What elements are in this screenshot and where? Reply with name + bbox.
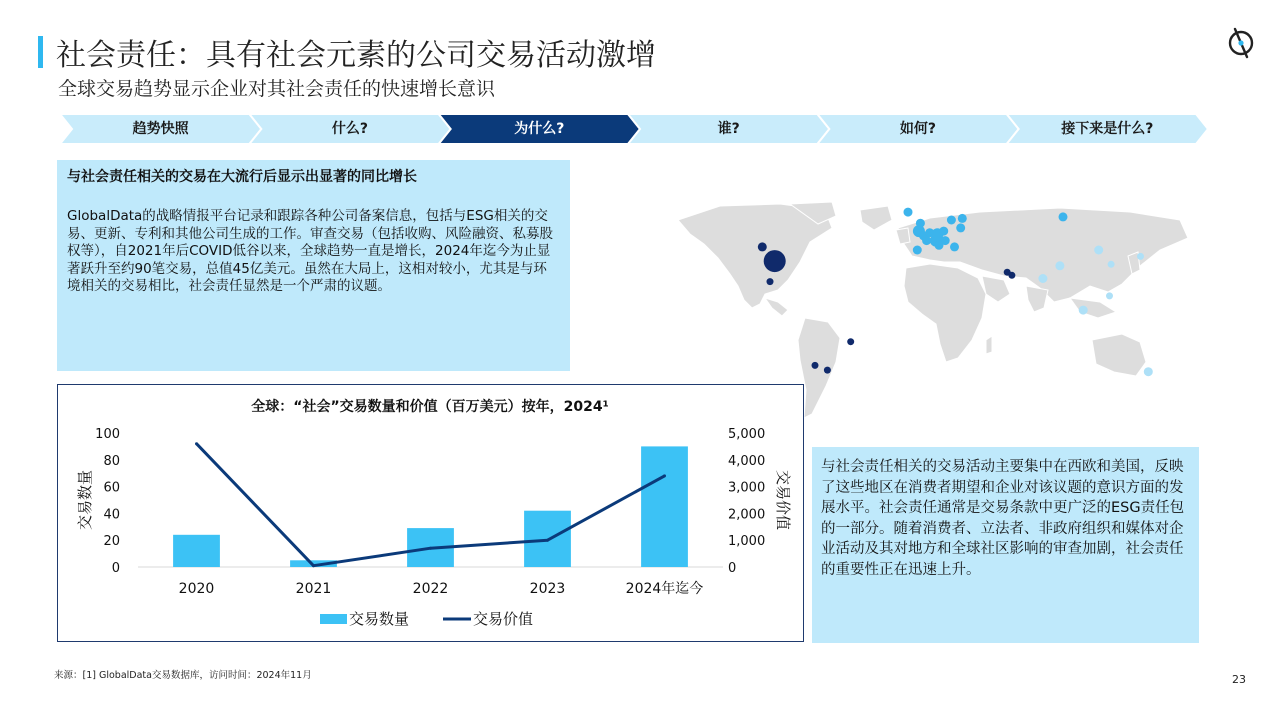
y2-tick-label: 4,000 (728, 453, 766, 469)
deal-location-dot (1038, 274, 1047, 283)
x-tick-label: 2024年迄今 (625, 581, 704, 597)
page-title: 社会责任：具有社会元素的公司交易活动激增 (56, 38, 656, 73)
y2-tick-label: 5,000 (728, 427, 766, 442)
source-note: 来源：[1] GlobalData交易数据库，访问时间：2024年11月 (54, 670, 312, 681)
deal-location-dot (1106, 292, 1113, 299)
y2-tick-label: 1,000 (728, 534, 766, 550)
deal-location-dot (824, 367, 831, 374)
title-accent-bar (38, 36, 43, 68)
line-point-deal-value (195, 442, 198, 445)
deal-location-dot (1008, 272, 1015, 279)
deal-location-dot (958, 214, 967, 223)
nav-step-label: 为什么? (514, 121, 565, 137)
insight-heading: 与社会责任相关的交易在大流行后显示出显著的同比增长 (67, 169, 417, 185)
line-point-deal-value (429, 547, 432, 550)
nav-step-label: 接下来是什么? (1061, 121, 1154, 137)
deal-location-dot (1144, 367, 1153, 376)
deal-location-dot (947, 216, 956, 225)
deal-location-dot (956, 223, 965, 232)
line-point-deal-value (546, 539, 549, 542)
x-tick-label: 2020 (178, 581, 215, 597)
insight-body: GlobalData的战略情报平台记录和跟踪各种公司备案信息，包括与ESG相关的交易、更新、专利和其他公司生成的工作。审查交易（包括收购、风险融资、私募股权等），自2021年后COVID低谷以来，全球趋势一直是增长，2024年迄今为止显著跃升至约90笔交易，总值45亿美元。虽然在大局上，这相对较小，尤其是与环境相关的交易相比，社会责任显然是一个严肃的议题。 (67, 208, 553, 294)
y-tick-label: 20 (103, 534, 120, 550)
y-axis-label: 交易数量 (76, 469, 94, 531)
deal-location-dot (935, 241, 944, 250)
deal-location-dot (1137, 253, 1144, 260)
deals-chart (57, 384, 804, 642)
x-tick-label: 2022 (412, 581, 449, 597)
y-tick-label: 0 (111, 561, 120, 576)
deal-location-dot (950, 242, 959, 251)
deal-location-dot (922, 236, 931, 245)
legend-swatch-bar (320, 614, 347, 624)
y2-tick-label: 0 (728, 561, 737, 576)
page-number: 23 (1232, 673, 1246, 686)
y2-axis-label: 交易价值 (774, 469, 792, 531)
nav-step-label: 如何? (899, 121, 937, 137)
bar-deal-count (641, 446, 688, 567)
deal-location-dot (767, 278, 774, 285)
x-tick-label: 2021 (295, 581, 332, 597)
chart-title: 全球：“社会”交易数量和价值（百万美元）按年，2024¹ (251, 399, 609, 415)
nav-step-label: 趋势快照 (132, 121, 189, 137)
insight-box-left (57, 160, 570, 371)
deal-location-dot (1094, 246, 1103, 255)
deal-location-dot (913, 246, 922, 255)
y-tick-label: 40 (103, 507, 120, 523)
y-tick-label: 60 (103, 480, 120, 496)
deal-location-dot (904, 208, 913, 217)
deal-location-dot (1055, 261, 1064, 270)
insight-box-right (812, 447, 1199, 643)
deal-location-dot (812, 362, 819, 369)
brand-logo-icon (1224, 24, 1258, 60)
y-tick-label: 100 (95, 427, 120, 442)
legend-label-deal-value: 交易价值 (473, 610, 534, 628)
line-point-deal-value (312, 564, 315, 567)
legend-label-deal-count: 交易数量 (349, 610, 410, 628)
page-subtitle: 全球交易趋势显示企业对其社会责任的快速增长意识 (58, 78, 496, 100)
deal-location-dot (1059, 212, 1068, 221)
y-tick-label: 80 (103, 453, 120, 469)
process-nav (60, 114, 1208, 144)
deal-location-dot (1108, 261, 1115, 268)
bar-deal-count (173, 535, 220, 567)
nav-step-label: 什么? (331, 121, 369, 137)
regional-insight: 与社会责任相关的交易活动主要集中在西欧和美国，反映了这些地区在消费者期望和企业对该议题的意识方面的发展水平。社会责任通常是交易条款中更广泛的ESG责任包的一部分。随着消费者、立法者、非政府组织和媒体对企业活动及其对地方和全球社区影响的审查加剧，社会责任的重要性正在迅速上升。 (821, 459, 1185, 578)
deal-location-dot (1079, 306, 1088, 315)
deal-location-dot (939, 227, 948, 236)
x-tick-label: 2023 (529, 581, 566, 597)
nav-step-label: 谁? (717, 121, 740, 137)
deal-location-dot (758, 242, 767, 251)
deals-chart-svg (58, 385, 802, 640)
y2-tick-label: 3,000 (728, 480, 766, 496)
y2-tick-label: 2,000 (728, 507, 766, 523)
deal-location-dot (764, 250, 786, 272)
deal-location-dot (847, 338, 854, 345)
line-point-deal-value (663, 474, 666, 477)
